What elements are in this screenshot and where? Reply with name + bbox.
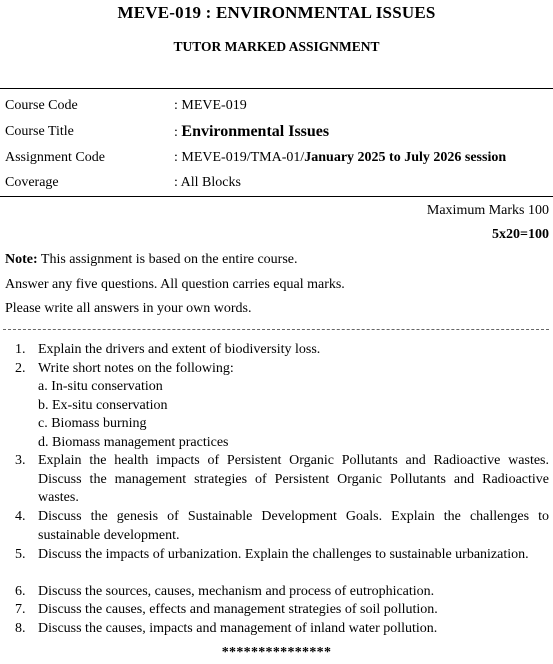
note-label: Note: (5, 252, 38, 267)
dashed-divider (3, 329, 549, 330)
question-number: 2. (15, 361, 26, 376)
question-text: Explain the drivers and extent of biodiversity loss. (38, 342, 321, 357)
question-number: 5. (15, 547, 26, 562)
note-line (5, 252, 298, 268)
question-2-sub-b: b. Ex-situ conservation (38, 398, 168, 413)
info-row-coverage (5, 175, 550, 195)
assignment-code-prefix: : MEVE-019/TMA-01/ (174, 150, 305, 165)
question-text: Discuss the causes, effects and management strategies of soil pollution. (38, 602, 438, 617)
question-number: 1. (15, 342, 26, 357)
question-2-sub-c: c. Biomass burning (38, 416, 147, 431)
maximum-marks: Maximum Marks 100 (426, 203, 549, 218)
course-title-text: Environmental Issues (181, 122, 330, 140)
info-bottom-divider (0, 196, 553, 197)
question-text: Write short notes on the following: (38, 361, 234, 376)
note-text: This assignment is based on the entire course. (37, 252, 298, 267)
question-2-sub-a: a. In-situ conservation (38, 379, 163, 394)
info-row-course-code (5, 98, 550, 118)
course-title-prefix: : (174, 124, 182, 140)
marks-formula: 5x20=100 (492, 227, 549, 242)
top-divider (0, 88, 553, 89)
document-title: MEVE-019 : ENVIRONMENTAL ISSUES (117, 3, 436, 22)
assignment-session: January 2025 to July 2026 session (304, 150, 507, 165)
question-number: 6. (15, 584, 26, 599)
document-subtitle: TUTOR MARKED ASSIGNMENT (173, 39, 380, 54)
course-title-label: Course Title (5, 124, 74, 139)
instruction-own-words: Please write all answers in your own words. (5, 301, 252, 316)
course-title-value (174, 123, 329, 141)
coverage-value: : All Blocks (174, 175, 241, 190)
question-number: 3. (15, 453, 26, 468)
question-number: 8. (15, 621, 26, 636)
info-row-course-title (5, 124, 550, 144)
coverage-label: Coverage (5, 175, 59, 190)
assignment-code-value (174, 150, 506, 166)
info-row-assignment-code (5, 150, 550, 170)
question-text: Discuss the causes, impacts and management of inland water pollution. (38, 621, 438, 636)
instruction-answer-any-five: Answer any five questions. All question carries equal marks. (5, 277, 345, 292)
question-2-sub-d: d. Biomass management practices (38, 435, 229, 450)
question-number: 7. (15, 602, 26, 617)
question-number: 4. (15, 509, 26, 524)
question-text: Discuss the sources, causes, mechanism and process of eutrophication. (38, 584, 435, 599)
assignment-code-label: Assignment Code (5, 150, 105, 165)
course-code-label: Course Code (5, 98, 78, 113)
question-text: Discuss the genesis of Sustainable Development Goals. Explain the challenges to sustainable development. (38, 509, 549, 543)
question-text: Explain the health impacts of Persistent Organic Pollutants and Radioactive wastes. Discuss the management strategies of Persistent Organic Pollutants and Radioactive wastes. (38, 453, 549, 505)
course-code-value: : MEVE-019 (174, 98, 247, 113)
end-stars: *************** (221, 645, 332, 660)
question-text: Discuss the impacts of urbanization. Explain the challenges to sustainable urbanization. (38, 547, 529, 562)
